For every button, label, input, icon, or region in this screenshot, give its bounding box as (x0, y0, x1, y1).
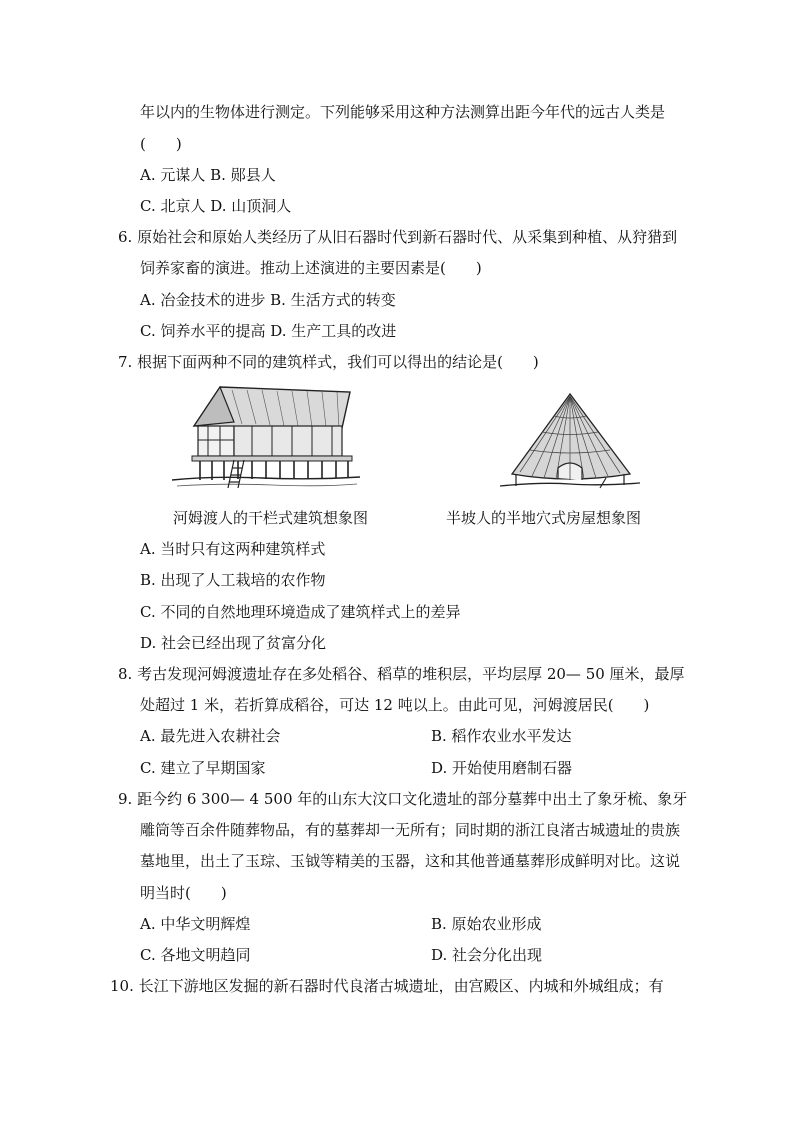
q9-stem-line-3: 墓地里，出土了玉琮、玉钺等精美的玉器，这和其他普通墓葬形成鲜明对比。这说 (140, 852, 681, 870)
q9-option-a: A. 中华文明辉煌 (140, 915, 251, 933)
q9-option-d: D. 社会分化出现 (431, 946, 543, 964)
intro-line-1: 年以内的生物体进行测定。下列能够采用这种方法测算出距今年代的远古人类是 (140, 103, 666, 121)
q8-stem-line-2: 处超过 1 米，若折算成稻谷，可达 12 吨以上。由此可见，河姆渡居民( ) (140, 696, 650, 714)
q8-stem-line-1: 8. 考古发现河姆渡遗址存在多处稻谷、稻草的堆积层，平均层厚 20— 50 厘米，最厚 (118, 665, 685, 683)
q8-option-d: D. 开始使用磨制石器 (431, 759, 573, 777)
q5-options-ab: A. 元谋人 B. 郧县人 (140, 166, 276, 184)
q9-stem-line-2: 雕筒等百余件随葬物品，有的墓葬却一无所有；同时期的浙江良渚古城遗址的贵族 (140, 821, 681, 839)
q6-options-cd: C. 饲养水平的提高 D. 生产工具的改进 (140, 322, 397, 340)
q9-option-c: C. 各地文明趋同 (140, 946, 251, 964)
q7-option-b: B. 出现了人工栽培的农作物 (140, 571, 326, 589)
caption-semi-subterranean-hut: 半坡人的半地穴式房屋想象图 (446, 509, 642, 527)
q8-option-b: B. 稻作农业水平发达 (431, 727, 572, 745)
q9-stem-line-4: 明当时( ) (140, 884, 227, 902)
stilt-house-illustration (172, 382, 360, 494)
q6-stem-line-2: 饲养家畜的演进。推动上述演进的主要因素是( ) (140, 259, 482, 277)
q8-option-c: C. 建立了早期国家 (140, 759, 266, 777)
q7-option-d: D. 社会已经出现了贫富分化 (140, 634, 327, 652)
q7-option-c: C. 不同的自然地理环境造成了建筑样式上的差异 (140, 603, 461, 621)
semi-subterranean-hut-illustration (500, 392, 640, 496)
q5-options-cd: C. 北京人 D. 山顶洞人 (140, 197, 292, 215)
q6-options-ab: A. 冶金技术的进步 B. 生活方式的转变 (140, 291, 396, 309)
q9-option-b: B. 原始农业形成 (431, 915, 542, 933)
q7-option-a: A. 当时只有这两种建筑样式 (140, 540, 326, 558)
q8-option-a: A. 最先进入农耕社会 (140, 727, 281, 745)
q9-stem-line-1: 9. 距今约 6 300— 4 500 年的山东大汶口文化遗址的部分墓葬中出土了象牙梳、象牙 (118, 790, 688, 808)
q7-stem: 7. 根据下面两种不同的建筑样式，我们可以得出的结论是( ) (118, 353, 539, 371)
caption-stilt-house: 河姆渡人的干栏式建筑想象图 (173, 509, 369, 527)
intro-line-2: ( ) (140, 135, 182, 153)
q6-stem-line-1: 6. 原始社会和原始人类经历了从旧石器时代到新石器时代、从采集到种植、从狩猎到 (118, 228, 678, 246)
q10-stem-line-1: 10. 长江下游地区发掘的新石器时代良渚古城遗址，由宫殿区、内城和外城组成；有 (110, 977, 664, 995)
